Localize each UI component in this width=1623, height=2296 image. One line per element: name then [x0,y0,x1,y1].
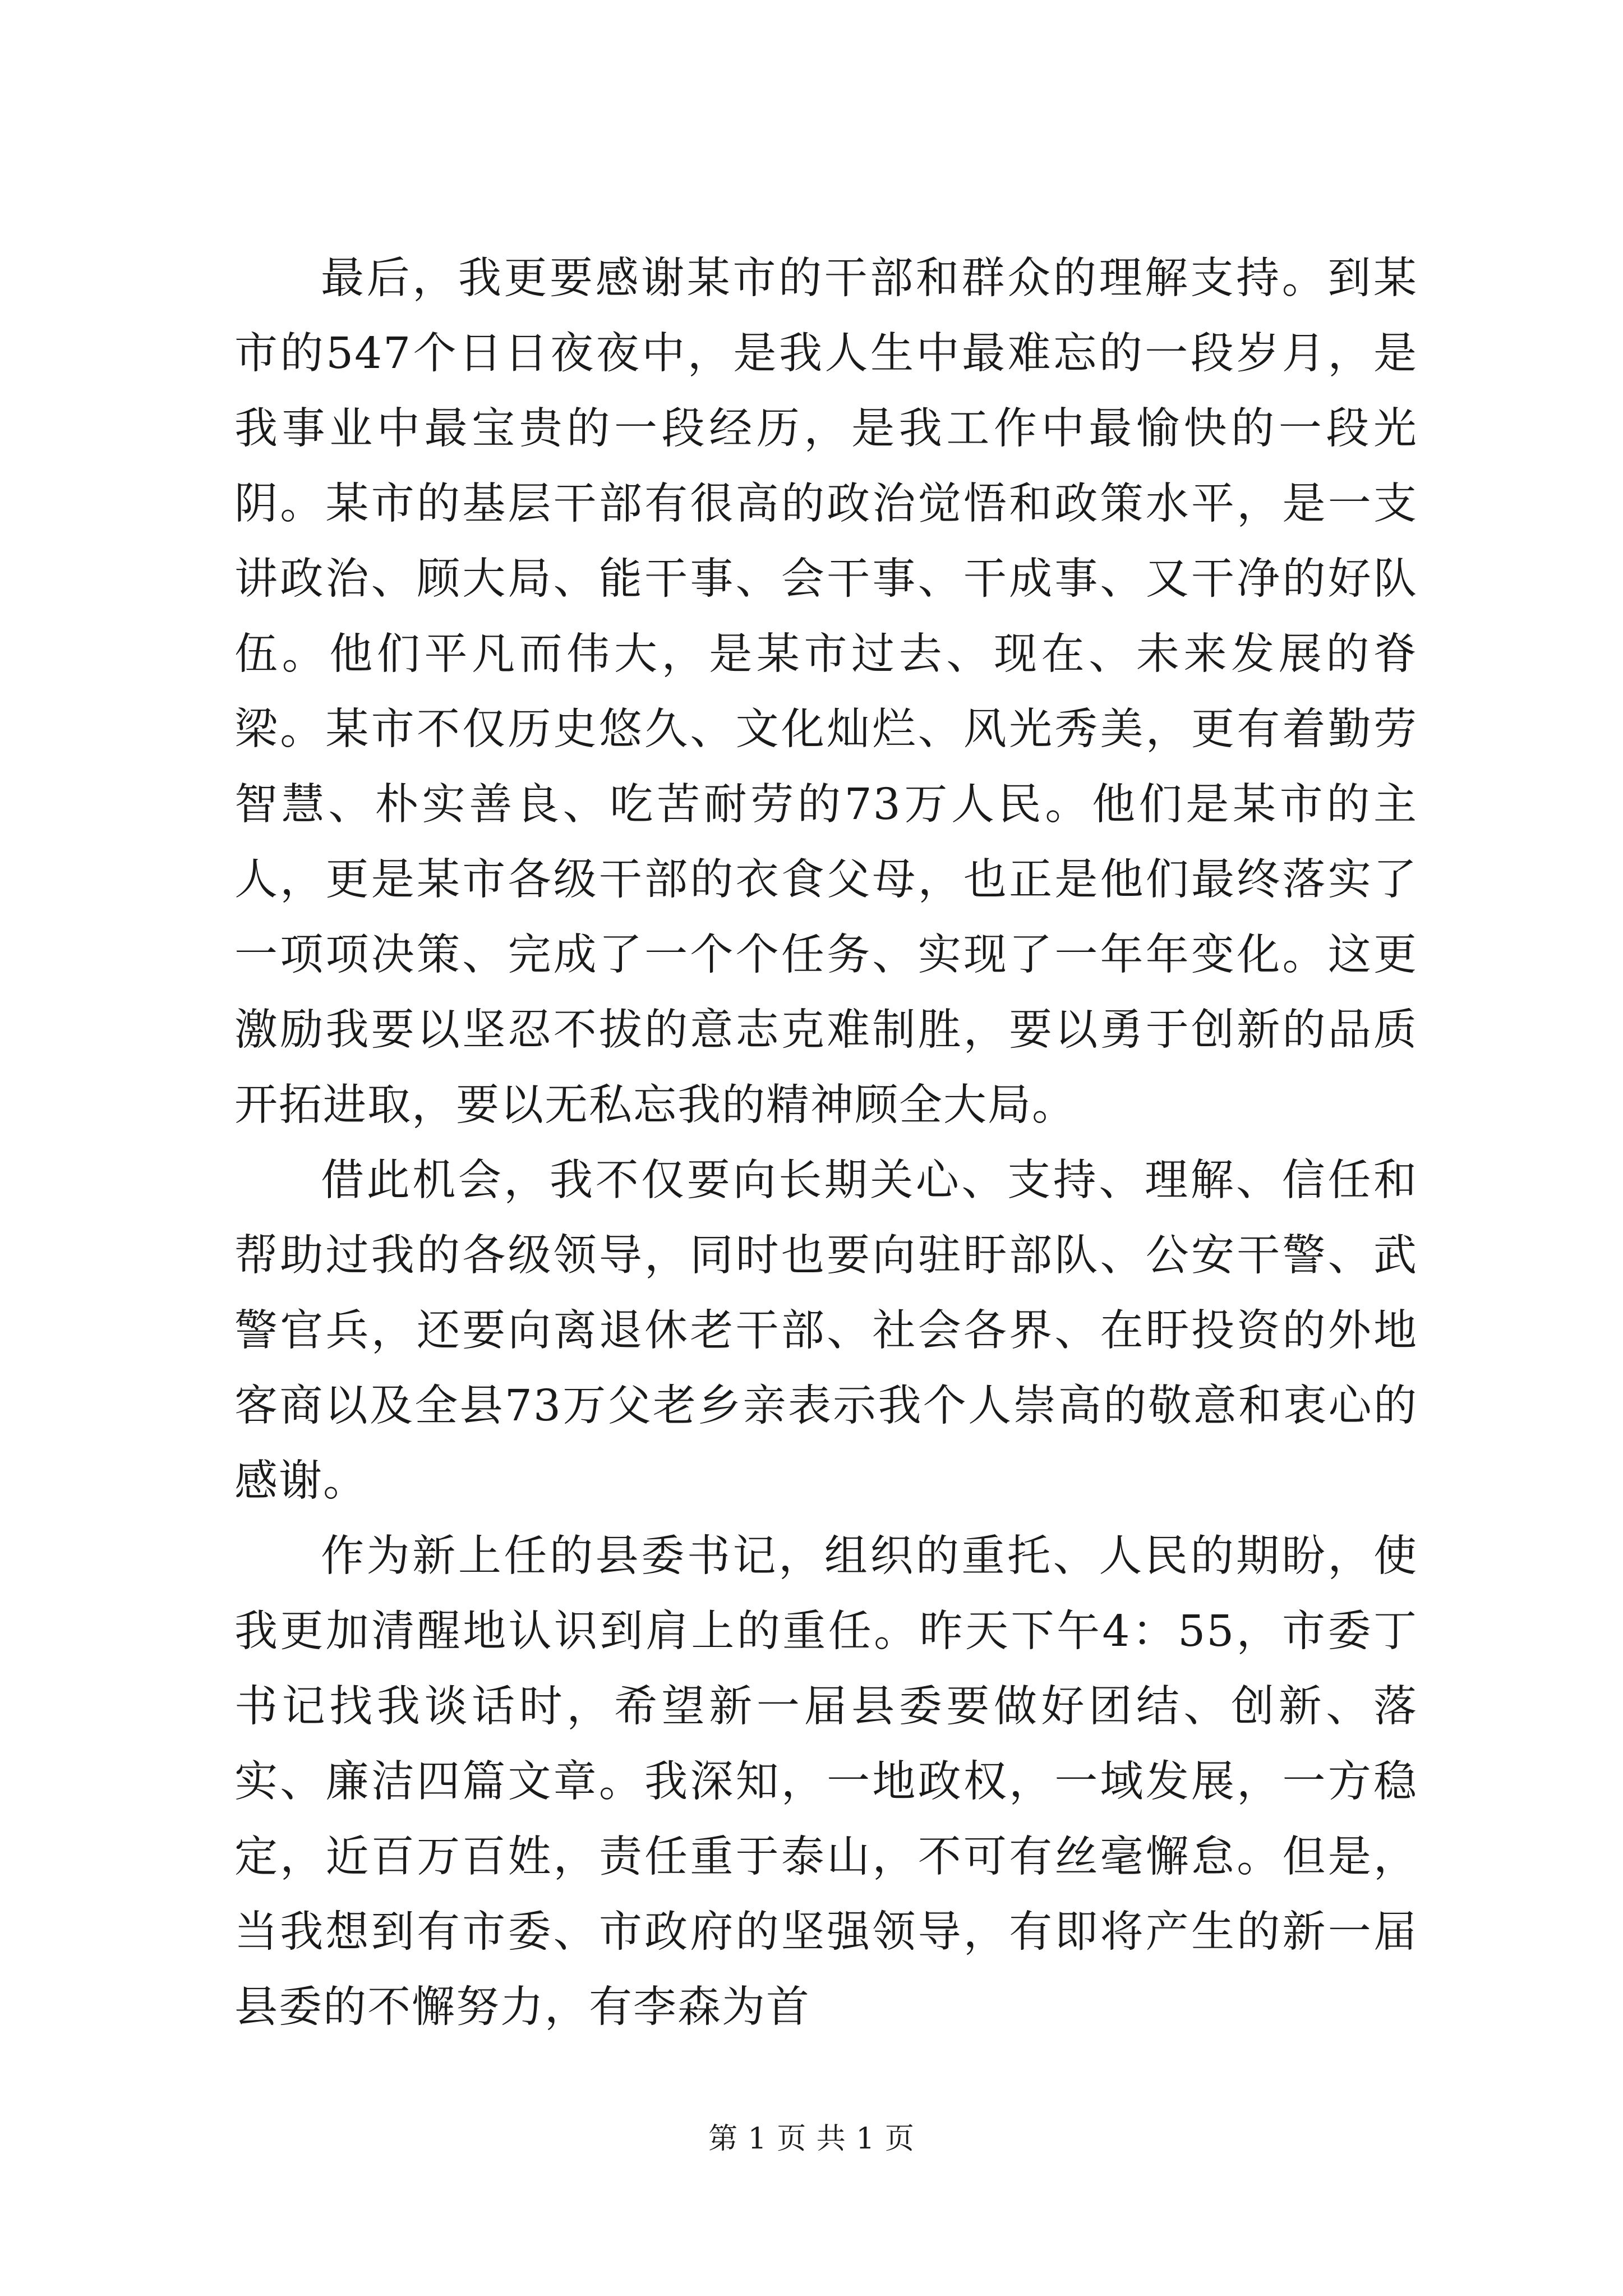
paragraph-gratitude-cadres: 最后，我更要感谢某市的干部和群众的理解支持。到某市的547个日日夜夜中，是我人生中最难忘的一段岁月，是我事业中最宝贵的一段经历，是我工作中最愉快的一段光阴。某市的基层干部有很高的政治觉悟和政策水平，是一支讲政治、顾大局、能干事、会干事、干成事、又干净的好队伍。他们平凡而伟大，是某市过去、现在、未来发展的脊梁。某市不仅历史悠久、文化灿烂、风光秀美，更有着勤劳智慧、朴实善良、吃苦耐劳的73万人民。他们是某市的主人，更是某市各级干部的衣食父母，也正是他们最终落实了一项项决策、完成了一个个任务、实现了一年年变化。这更激励我要以坚忍不拔的意志克难制胜，要以勇于创新的品质开拓进取，要以无私忘我的精神顾全大局。 [234,254,1418,1130]
paragraph-thanks-leaders: 借此机会，我不仅要向长期关心、支持、理解、信任和帮助过我的各级领导，同时也要向驻盱部队、公安干警、武警官兵，还要向离退休老干部、社会各界、在盱投资的外地客商以及全县73万父老乡亲表示我个人崇高的敬意和衷心的感谢。 [234,1156,1418,1506]
page-footer: 第 1 页 共 1 页 [708,2122,915,2156]
paragraph-new-secretary: 作为新上任的县委书记，组织的重托、人民的期盼，使我更加清醒地认识到肩上的重任。昨天下午4：55，市委丁书记找我谈话时，希望新一届县委要做好团结、创新、落实、廉洁四篇文章。我深知，一地政权，一域发展，一方稳定，近百万百姓，责任重于泰山，不可有丝毫懈怠。但是，当我想到有市委、市政府的坚强领导，有即将产生的新一届县委的不懈努力，有李森为首 [234,1531,1418,2032]
document-body [234,241,1418,2045]
